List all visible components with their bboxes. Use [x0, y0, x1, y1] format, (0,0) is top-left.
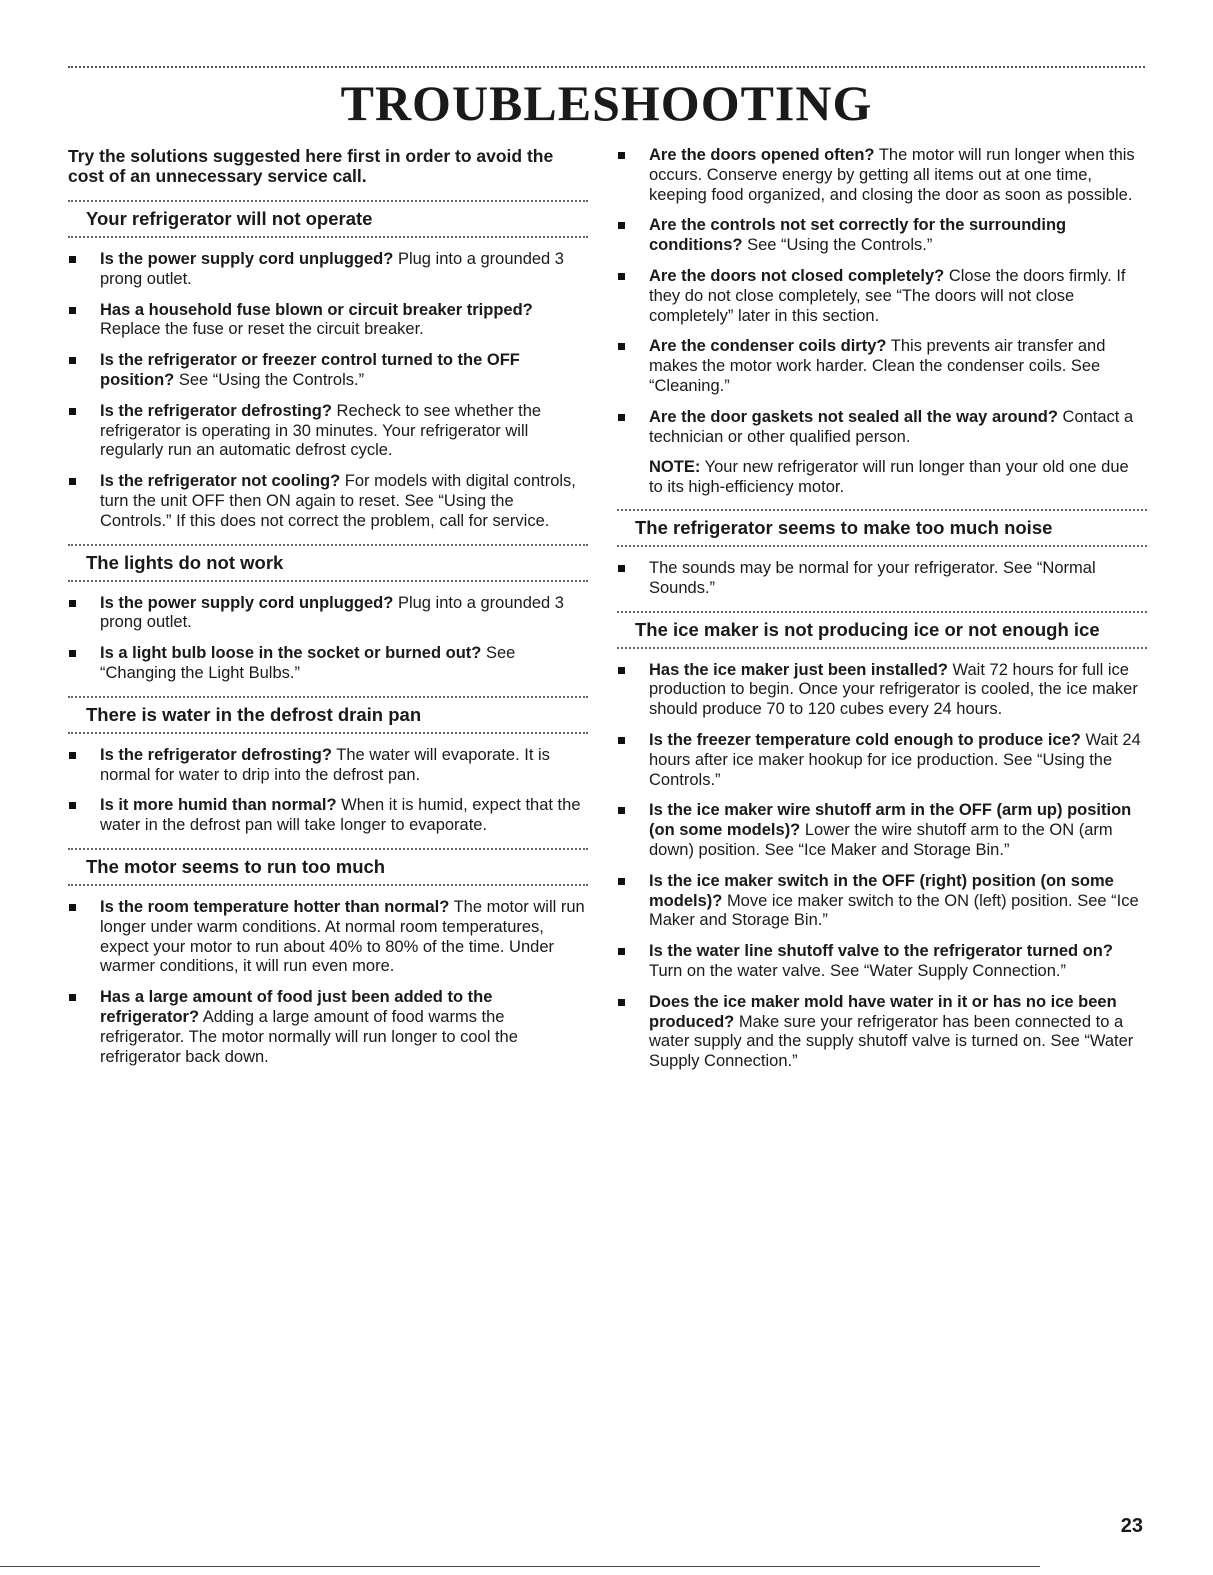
item-answer: Make sure your refrigerator has been connected to a water supply and the supply shutoff valve is turned on. See “Water Supply Connection.”	[649, 1012, 1134, 1071]
item-answer: Contact a technician or other qualified person.	[649, 407, 1134, 446]
list-item	[617, 942, 1147, 982]
section-rule	[68, 200, 588, 202]
item-question: Are the doors not closed completely?	[649, 266, 945, 285]
item-answer: This prevents air transfer and makes the motor work harder. Clean the condenser coils. See “Cleaning.”	[649, 337, 1106, 395]
item-answer: See “Using the Controls.”	[178, 370, 365, 389]
item-answer: Wait 72 hours for full ice production to begin. Once your refrigerator is cooled, the ice maker should produce 70 to 120 cubes every 24 hours.	[649, 660, 1138, 719]
motor-note	[617, 458, 1147, 498]
section-rule	[68, 544, 588, 546]
bullet-icon	[69, 600, 76, 607]
section-items	[68, 746, 588, 836]
item-answer: See “Changing the Light Bulbs.”	[100, 644, 516, 682]
section-rule	[68, 696, 588, 698]
list-item	[68, 644, 588, 684]
troubleshooting-section	[617, 509, 1147, 599]
bullet-icon	[69, 408, 76, 415]
bullet-icon	[69, 478, 76, 485]
section-rule	[68, 848, 588, 850]
bullet-icon	[618, 222, 625, 229]
item-answer: The water will evaporate. It is normal for water to drip into the defrost pan.	[100, 745, 550, 784]
bullet-icon	[618, 414, 625, 421]
section-title: The refrigerator seems to make too much noise	[635, 516, 1053, 538]
bottom-rule	[0, 1566, 1040, 1567]
item-question: Are the doors opened often?	[649, 146, 875, 164]
item-question: Is the power supply cord unplugged?	[100, 593, 394, 612]
intro-text: Try the solutions suggested here first in order to avoid the cost of an unnecessary service call.	[68, 146, 554, 186]
item-question: Are the controls not set correctly for the surrounding conditions?	[649, 216, 1067, 255]
troubleshooting-section	[68, 696, 588, 836]
list-item	[617, 267, 1147, 326]
item-answer: Close the doors firmly. If they do not close completely, see “The doors will not close completely” later in this section.	[649, 266, 1126, 325]
list-item	[617, 337, 1147, 396]
bullet-icon	[69, 994, 76, 1001]
bullet-icon	[69, 256, 76, 263]
list-item	[617, 731, 1147, 790]
list-item	[617, 216, 1147, 256]
bullet-icon	[618, 565, 625, 572]
bullet-icon	[618, 737, 625, 744]
list-item	[68, 472, 588, 531]
bullet-icon	[618, 667, 625, 674]
item-answer: Plug into a grounded 3 prong outlet.	[100, 593, 564, 632]
item-question: Is the refrigerator or freezer control turned to the OFF position?	[100, 351, 520, 389]
item-question: Is the power supply cord unplugged?	[100, 250, 394, 268]
troubleshooting-section	[68, 200, 588, 532]
item-question: Is the room temperature hotter than normal?	[100, 897, 450, 916]
bullet-icon	[618, 948, 625, 955]
list-item	[617, 559, 1147, 599]
section-rule	[617, 509, 1147, 511]
note-label: NOTE:	[649, 458, 701, 477]
section-rule	[617, 611, 1147, 613]
bullet-icon	[69, 752, 76, 759]
list-item	[617, 993, 1147, 1072]
right-column	[617, 146, 1147, 1084]
list-item	[68, 796, 588, 836]
item-answer: The motor will run longer when this occurs. Conserve energy by getting all items out at one time, keeping food organized, and closing the door as soon as possible.	[649, 146, 1135, 204]
item-question: Is it more humid than normal?	[100, 796, 337, 815]
troubleshooting-section	[68, 544, 588, 684]
section-title: The ice maker is not producing ice or not enough ice	[635, 618, 1100, 640]
list-item	[617, 872, 1147, 931]
item-answer: The sounds may be normal for your refrigerator. See “Normal Sounds.”	[649, 558, 1096, 597]
page-number: 23	[1120, 1515, 1143, 1537]
section-items	[68, 594, 588, 684]
section-title: The lights do not work	[86, 551, 284, 573]
bullet-icon	[618, 878, 625, 885]
bullet-icon	[618, 807, 625, 814]
item-answer: When it is humid, expect that the water in the defrost pan will take longer to evaporate.	[100, 796, 581, 835]
section-rule	[68, 580, 588, 582]
item-answer: Lower the wire shutoff arm to the ON (arm down) position. See “Ice Maker and Storage Bin.”	[649, 821, 1113, 859]
item-question: Is the refrigerator defrosting?	[100, 745, 332, 764]
item-question: Is the refrigerator defrosting?	[100, 401, 332, 420]
list-item	[617, 146, 1147, 205]
list-item	[68, 746, 588, 786]
item-question: Has a household fuse blown or circuit breaker tripped?	[100, 300, 533, 319]
item-question: Is the water line shutoff valve to the refrigerator turned on?	[649, 942, 1113, 961]
item-answer: See “Using the Controls.”	[747, 236, 933, 255]
list-item	[68, 250, 588, 290]
item-question: Is the freezer temperature cold enough to produce ice?	[649, 730, 1081, 749]
list-item	[68, 402, 588, 461]
item-question: Is the refrigerator not cooling?	[100, 472, 341, 491]
bullet-icon	[69, 357, 76, 364]
item-answer: Turn on the water valve. See “Water Supply Connection.”	[649, 961, 1066, 980]
bullet-icon	[618, 152, 625, 159]
section-rule	[68, 884, 588, 886]
item-question: Are the door gaskets not sealed all the way around?	[649, 407, 1058, 426]
item-question: Is the ice maker switch in the OFF (right) position (on some models)?	[649, 871, 1114, 910]
bullet-icon	[69, 802, 76, 809]
bullet-icon	[618, 343, 625, 350]
section-rule	[617, 545, 1147, 547]
section-rule	[617, 647, 1147, 649]
list-item	[68, 351, 588, 391]
item-answer: Move ice maker switch to the ON (left) position. See “Ice Maker and Storage Bin.”	[649, 891, 1139, 930]
item-question: Are the condenser coils dirty?	[649, 337, 887, 356]
item-answer: For models with digital controls, turn the unit OFF then ON again to reset. See “Using the Controls.” If this does not correct the problem, call for service.	[100, 472, 576, 530]
right-sections	[617, 509, 1147, 1072]
list-item	[68, 898, 588, 977]
bullet-icon	[69, 904, 76, 911]
motor-continued-list	[617, 146, 1147, 447]
note-text: Your new refrigerator will run longer than your old one due to its high-efficiency motor.	[649, 458, 1129, 497]
section-title: Your refrigerator will not operate	[86, 208, 373, 229]
item-question: Has a large amount of food just been added to the refrigerator?	[100, 988, 493, 1026]
section-items	[68, 898, 588, 1067]
item-question: Is a light bulb loose in the socket or burned out?	[100, 644, 482, 663]
item-answer: Plug into a grounded 3 prong outlet.	[100, 250, 564, 288]
left-column	[68, 146, 588, 1079]
item-answer: Replace the fuse or reset the circuit breaker.	[100, 320, 424, 339]
left-sections	[68, 200, 588, 1067]
section-items	[617, 559, 1147, 599]
top-dotted-rule	[68, 66, 1145, 68]
list-item	[68, 988, 588, 1067]
page-title: TROUBLESHOOTING	[340, 75, 873, 131]
section-title: There is water in the defrost drain pan	[86, 703, 422, 725]
section-items	[68, 250, 588, 532]
item-answer: Recheck to see whether the refrigerator is operating in 30 minutes. Your refrigerator will regularly run an automatic defrost cycle.	[100, 401, 542, 460]
item-question: Has the ice maker just been installed?	[649, 660, 948, 679]
list-item	[617, 801, 1147, 860]
section-rule	[68, 732, 588, 734]
list-item	[617, 661, 1147, 720]
item-question: Does the ice maker mold have water in it or has no ice been produced?	[649, 992, 1117, 1031]
item-question: Is the ice maker wire shutoff arm in the OFF (arm up) position (on some models)?	[649, 801, 1132, 840]
list-item	[617, 408, 1147, 448]
bullet-icon	[618, 999, 625, 1006]
item-answer: The motor will run longer under warm conditions. At normal room temperatures, expect your motor to run about 40% to 80% of the time. Under warmer conditions, it will run even more.	[100, 897, 585, 976]
bullet-icon	[69, 307, 76, 314]
bullet-icon	[69, 650, 76, 657]
section-rule	[68, 236, 588, 238]
item-answer: Wait 24 hours after ice maker hookup for ice production. See “Using the Controls.”	[649, 730, 1141, 789]
list-item	[68, 301, 588, 341]
section-title: The motor seems to run too much	[86, 855, 386, 877]
item-answer: Adding a large amount of food warms the refrigerator. The motor normally will run longer to cool the refrigerator back down.	[100, 1007, 518, 1066]
section-items	[617, 661, 1147, 1072]
list-item	[68, 594, 588, 634]
troubleshooting-section	[68, 848, 588, 1067]
bullet-icon	[618, 273, 625, 280]
troubleshooting-section	[617, 611, 1147, 1072]
